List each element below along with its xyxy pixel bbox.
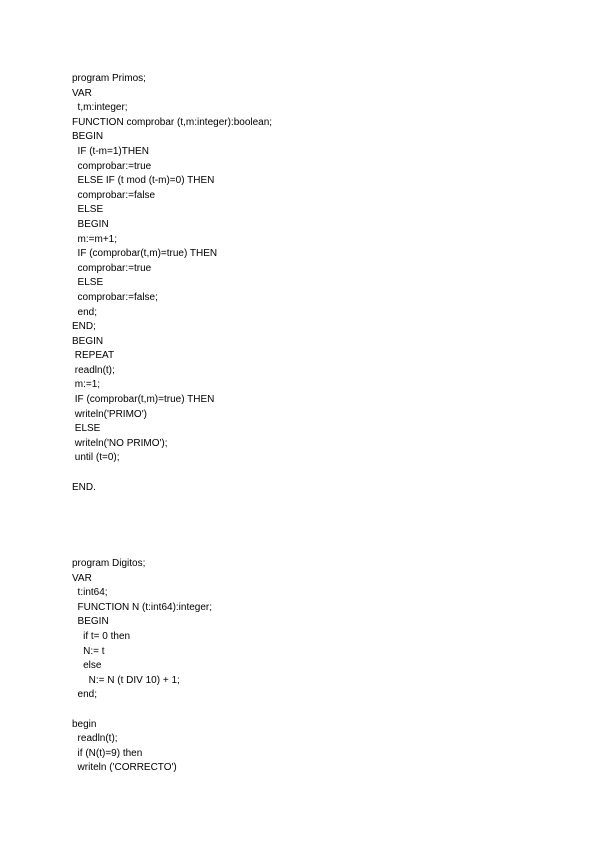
- code-line: REPEAT: [72, 350, 115, 362]
- code-line: until (t=0);: [72, 452, 120, 464]
- code-line: else: [72, 660, 102, 672]
- code-line: FUNCTION N (t:int64):integer;: [72, 601, 213, 613]
- code-line: ELSE IF (t mod (t-m)=0) THEN: [72, 175, 215, 187]
- code-line: IF (comprobar(t,m)=true) THEN: [72, 394, 215, 406]
- code-line: BEGIN: [72, 616, 109, 628]
- code-line: comprobar:=true: [72, 160, 152, 172]
- code-line: comprobar:=false;: [72, 291, 158, 303]
- code-line: END;: [72, 321, 96, 333]
- code-line: writeln('PRIMO'): [72, 408, 147, 420]
- code-line: end;: [72, 306, 98, 318]
- code-line: t:int64;: [72, 587, 108, 599]
- code-line: [72, 466, 272, 481]
- code-line: comprobar:=true: [72, 262, 152, 274]
- code-line: FUNCTION comprobar (t,m:integer):boolean;: [72, 116, 273, 128]
- code-line: writeln('NO PRIMO');: [72, 437, 168, 449]
- code-line: end;: [72, 689, 98, 701]
- code-line: IF (comprobar(t,m)=true) THEN: [72, 248, 218, 260]
- code-line: m:=m+1;: [72, 233, 118, 245]
- code-line: END.: [72, 481, 96, 493]
- code-line: writeln ('CORRECTO'): [72, 762, 177, 774]
- code-line: ELSE: [72, 423, 101, 435]
- code-block-digitos: [72, 557, 212, 776]
- code-line: N:= N (t DIV 10) + 1;: [72, 674, 180, 686]
- code-line: begin: [72, 718, 97, 730]
- code-line: BEGIN: [72, 218, 109, 230]
- code-line: comprobar:=false: [72, 189, 156, 201]
- code-line: m:=1;: [72, 379, 101, 391]
- code-line: program Primos;: [72, 73, 146, 84]
- code-line: VAR: [72, 572, 92, 584]
- code-line: IF (t-m=1)THEN: [72, 145, 149, 157]
- code-line: readln(t);: [72, 733, 118, 745]
- code-line: ELSE: [72, 204, 104, 216]
- code-line: BEGIN: [72, 335, 104, 347]
- code-line: program Digitos;: [72, 558, 146, 569]
- code-line: ELSE: [72, 277, 104, 289]
- code-line: BEGIN: [72, 131, 104, 143]
- code-line: VAR: [72, 87, 92, 99]
- code-line: readln(t);: [72, 364, 115, 376]
- code-line: if (N(t)=9) then: [72, 747, 143, 759]
- code-line: if t= 0 then: [72, 630, 131, 642]
- code-line: t,m:integer;: [72, 102, 128, 114]
- code-line: N:= t: [72, 645, 105, 657]
- code-block-primos: [72, 72, 272, 495]
- code-line: [72, 703, 212, 718]
